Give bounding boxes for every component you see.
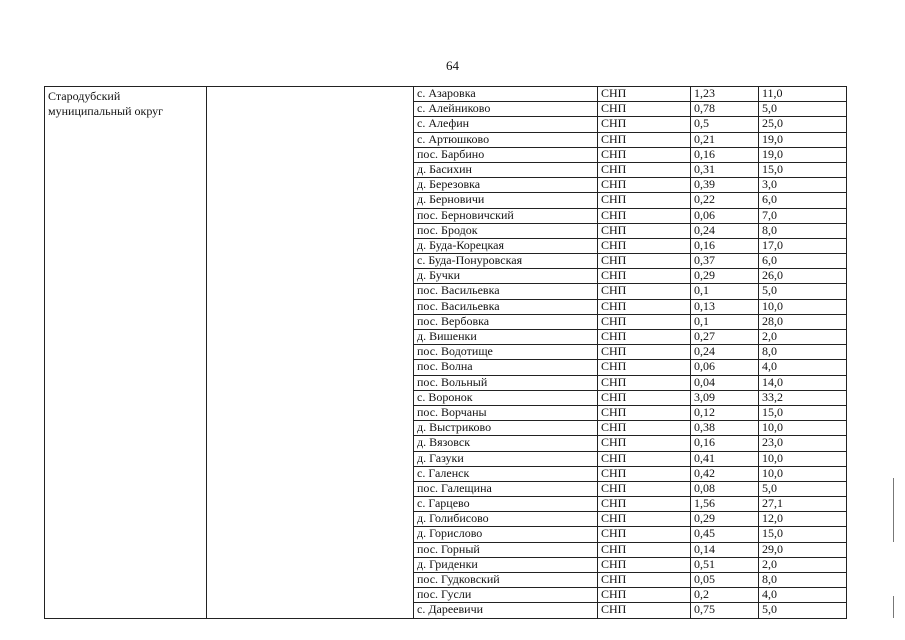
settlement-name-cell: пос. Вольный — [414, 375, 598, 390]
value-1-cell: 0,29 — [691, 512, 759, 527]
value-2-cell: 14,0 — [759, 375, 847, 390]
settlement-type-cell: СНП — [598, 284, 691, 299]
settlements-table — [44, 86, 847, 619]
settlement-name-cell: с. Буда-Понуровская — [414, 254, 598, 269]
settlement-type-cell: СНП — [598, 102, 691, 117]
settlement-type-cell: СНП — [598, 132, 691, 147]
value-1-cell: 0,16 — [691, 147, 759, 162]
value-2-cell: 5,0 — [759, 284, 847, 299]
value-1-cell: 0,5 — [691, 117, 759, 132]
settlement-type-cell: СНП — [598, 390, 691, 405]
value-2-cell: 2,0 — [759, 557, 847, 572]
settlement-type-cell: СНП — [598, 269, 691, 284]
settlement-name-cell: д. Гриденки — [414, 557, 598, 572]
value-1-cell: 0,1 — [691, 314, 759, 329]
settlement-type-cell: СНП — [598, 117, 691, 132]
value-1-cell: 0,31 — [691, 162, 759, 177]
value-2-cell: 28,0 — [759, 314, 847, 329]
settlement-type-cell: СНП — [598, 405, 691, 420]
value-1-cell: 0,21 — [691, 132, 759, 147]
settlement-type-cell: СНП — [598, 375, 691, 390]
settlement-name-cell: с. Галенск — [414, 466, 598, 481]
value-1-cell: 1,23 — [691, 87, 759, 102]
value-1-cell: 0,42 — [691, 466, 759, 481]
settlement-name-cell: д. Вязовск — [414, 436, 598, 451]
value-1-cell: 0,1 — [691, 284, 759, 299]
value-1-cell: 0,24 — [691, 223, 759, 238]
settlement-name-cell: с. Гарцево — [414, 497, 598, 512]
settlement-name-cell: с. Алейниково — [414, 102, 598, 117]
value-1-cell: 0,14 — [691, 542, 759, 557]
value-1-cell: 0,29 — [691, 269, 759, 284]
settlement-type-cell: СНП — [598, 603, 691, 618]
value-2-cell: 8,0 — [759, 345, 847, 360]
value-1-cell: 0,38 — [691, 421, 759, 436]
settlement-type-cell: СНП — [598, 223, 691, 238]
settlement-type-cell: СНП — [598, 178, 691, 193]
settlement-name-cell: д. Выстриково — [414, 421, 598, 436]
page-number: 64 — [446, 58, 459, 73]
settlement-name-cell: пос. Васильевка — [414, 299, 598, 314]
settlement-name-cell: д. Буда-Корецкая — [414, 238, 598, 253]
value-1-cell: 0,22 — [691, 193, 759, 208]
value-1-cell: 0,37 — [691, 254, 759, 269]
value-1-cell: 0,45 — [691, 527, 759, 542]
value-2-cell: 4,0 — [759, 588, 847, 603]
value-2-cell: 15,0 — [759, 527, 847, 542]
settlement-type-cell: СНП — [598, 299, 691, 314]
settlement-type-cell: СНП — [598, 512, 691, 527]
settlement-name-cell: пос. Бродок — [414, 223, 598, 238]
table-row — [45, 87, 847, 102]
value-1-cell: 0,51 — [691, 557, 759, 572]
settlement-type-cell: СНП — [598, 481, 691, 496]
settlement-type-cell: СНП — [598, 314, 691, 329]
settlement-name-cell: пос. Барбино — [414, 147, 598, 162]
value-2-cell: 25,0 — [759, 117, 847, 132]
settlement-type-cell: СНП — [598, 436, 691, 451]
scan-edge-mark — [893, 478, 894, 542]
value-2-cell: 26,0 — [759, 269, 847, 284]
value-2-cell: 11,0 — [759, 87, 847, 102]
value-1-cell: 0,78 — [691, 102, 759, 117]
value-2-cell: 5,0 — [759, 102, 847, 117]
value-2-cell: 6,0 — [759, 254, 847, 269]
settlement-type-cell: СНП — [598, 147, 691, 162]
settlement-name-cell: пос. Гусли — [414, 588, 598, 603]
settlement-name-cell: пос. Васильевка — [414, 284, 598, 299]
value-2-cell: 10,0 — [759, 421, 847, 436]
value-1-cell: 3,09 — [691, 390, 759, 405]
settlement-name-cell: с. Дареевичи — [414, 603, 598, 618]
settlement-name-cell: пос. Галещина — [414, 481, 598, 496]
settlements-table-body — [45, 87, 847, 619]
value-2-cell: 33,2 — [759, 390, 847, 405]
settlement-type-cell: СНП — [598, 330, 691, 345]
scan-edge-mark — [893, 596, 894, 618]
settlement-name-cell: с. Артюшково — [414, 132, 598, 147]
empty-column-cell — [207, 87, 414, 619]
settlement-type-cell: СНП — [598, 345, 691, 360]
settlement-name-cell: д. Берновичи — [414, 193, 598, 208]
settlement-name-cell: д. Вишенки — [414, 330, 598, 345]
settlement-type-cell: СНП — [598, 421, 691, 436]
settlement-name-cell: д. Бучки — [414, 269, 598, 284]
settlement-type-cell: СНП — [598, 254, 691, 269]
value-2-cell: 5,0 — [759, 603, 847, 618]
value-2-cell: 19,0 — [759, 132, 847, 147]
settlement-type-cell: СНП — [598, 360, 691, 375]
settlement-name-cell: с. Воронок — [414, 390, 598, 405]
settlement-name-cell: пос. Горный — [414, 542, 598, 557]
value-1-cell: 0,24 — [691, 345, 759, 360]
settlement-type-cell: СНП — [598, 588, 691, 603]
value-1-cell: 0,04 — [691, 375, 759, 390]
value-1-cell: 1,56 — [691, 497, 759, 512]
value-2-cell: 27,1 — [759, 497, 847, 512]
settlement-type-cell: СНП — [598, 193, 691, 208]
value-2-cell: 8,0 — [759, 573, 847, 588]
value-1-cell: 0,16 — [691, 436, 759, 451]
settlement-name-cell: с. Азаровка — [414, 87, 598, 102]
settlement-name-cell: д. Березовка — [414, 178, 598, 193]
value-1-cell: 0,08 — [691, 481, 759, 496]
settlement-name-cell: пос. Ворчаны — [414, 405, 598, 420]
value-2-cell: 10,0 — [759, 466, 847, 481]
settlement-name-cell: д. Басихин — [414, 162, 598, 177]
district-name-cell: Стародубский муниципальный округ — [45, 87, 207, 619]
settlement-type-cell: СНП — [598, 557, 691, 572]
value-1-cell: 0,06 — [691, 208, 759, 223]
value-1-cell: 0,16 — [691, 238, 759, 253]
value-1-cell: 0,41 — [691, 451, 759, 466]
value-1-cell: 0,05 — [691, 573, 759, 588]
value-1-cell: 0,12 — [691, 405, 759, 420]
settlement-name-cell: д. Газуки — [414, 451, 598, 466]
settlement-type-cell: СНП — [598, 87, 691, 102]
settlement-name-cell: д. Горислово — [414, 527, 598, 542]
settlement-name-cell: д. Голибисово — [414, 512, 598, 527]
settlement-name-cell: пос. Волна — [414, 360, 598, 375]
value-2-cell: 19,0 — [759, 147, 847, 162]
settlement-type-cell: СНП — [598, 466, 691, 481]
value-2-cell: 23,0 — [759, 436, 847, 451]
settlement-name-cell: пос. Берновичский — [414, 208, 598, 223]
value-2-cell: 10,0 — [759, 451, 847, 466]
value-2-cell: 8,0 — [759, 223, 847, 238]
value-2-cell: 4,0 — [759, 360, 847, 375]
value-2-cell: 10,0 — [759, 299, 847, 314]
value-1-cell: 0,75 — [691, 603, 759, 618]
value-1-cell: 0,39 — [691, 178, 759, 193]
value-1-cell: 0,2 — [691, 588, 759, 603]
settlement-name-cell: пос. Водотище — [414, 345, 598, 360]
settlement-type-cell: СНП — [598, 451, 691, 466]
settlement-type-cell: СНП — [598, 162, 691, 177]
value-2-cell: 17,0 — [759, 238, 847, 253]
value-2-cell: 3,0 — [759, 178, 847, 193]
settlement-type-cell: СНП — [598, 208, 691, 223]
value-2-cell: 6,0 — [759, 193, 847, 208]
settlement-name-cell: с. Алефин — [414, 117, 598, 132]
settlement-type-cell: СНП — [598, 542, 691, 557]
settlement-type-cell: СНП — [598, 527, 691, 542]
value-2-cell: 5,0 — [759, 481, 847, 496]
settlement-type-cell: СНП — [598, 238, 691, 253]
value-2-cell: 15,0 — [759, 405, 847, 420]
settlement-type-cell: СНП — [598, 573, 691, 588]
value-2-cell: 2,0 — [759, 330, 847, 345]
settlement-name-cell: пос. Вербовка — [414, 314, 598, 329]
settlement-name-cell: пос. Гудковский — [414, 573, 598, 588]
value-1-cell: 0,13 — [691, 299, 759, 314]
settlement-type-cell: СНП — [598, 497, 691, 512]
value-2-cell: 29,0 — [759, 542, 847, 557]
value-2-cell: 12,0 — [759, 512, 847, 527]
value-2-cell: 7,0 — [759, 208, 847, 223]
value-1-cell: 0,27 — [691, 330, 759, 345]
value-1-cell: 0,06 — [691, 360, 759, 375]
value-2-cell: 15,0 — [759, 162, 847, 177]
